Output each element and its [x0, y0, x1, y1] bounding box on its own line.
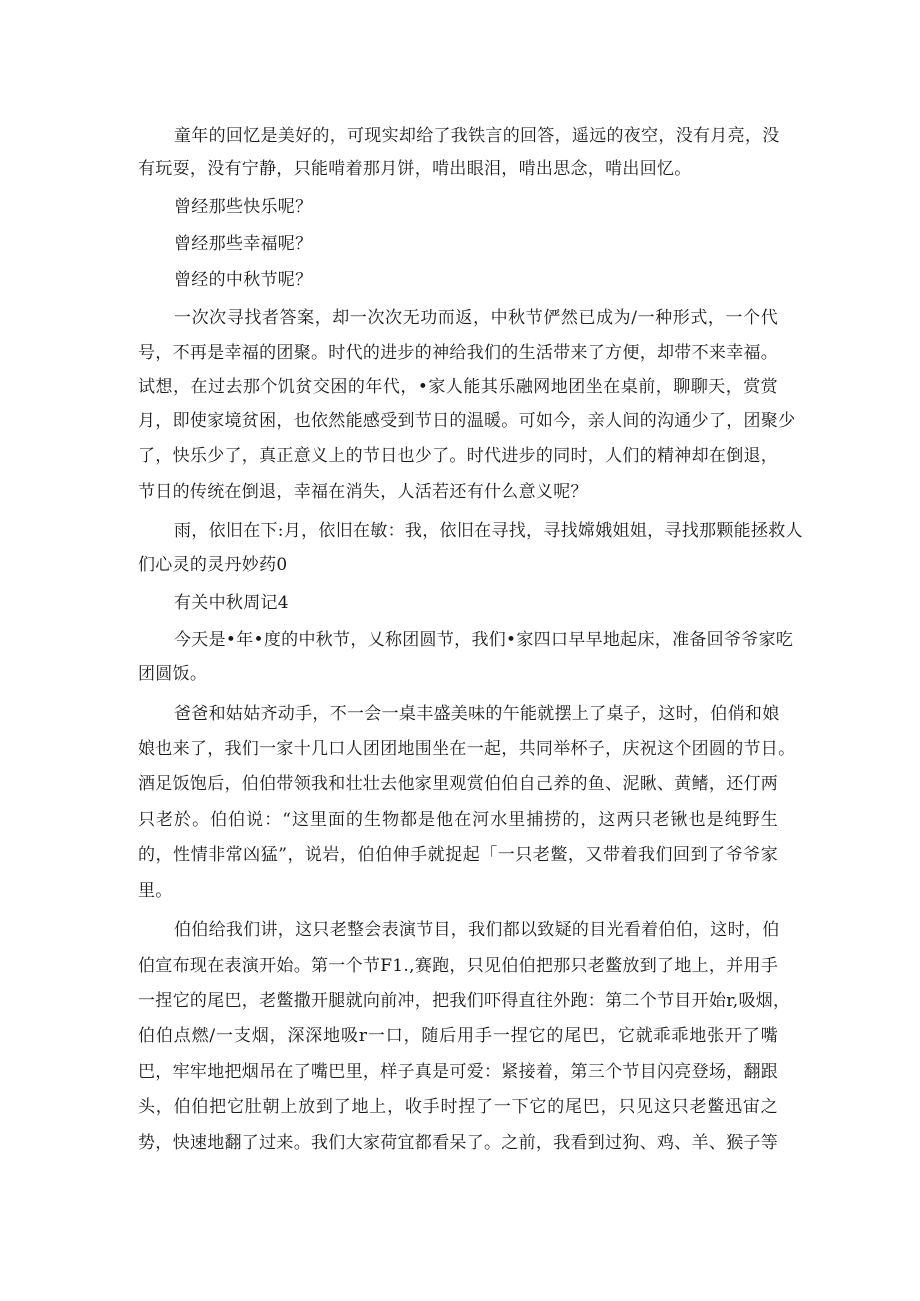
text-line: 势，快速地翻了过来。我们大家荷宜都看呆了。之前，我看到过狗、鸡、羊、猴子等 [138, 1133, 779, 1153]
text-line: 节日的传统在倒退，幸福在消失，人活若还有什么意义呢？ [138, 482, 588, 502]
text-line: 酒足饭饱后，伯伯带领我和壮壮去他家里观赏伯伯自己养的鱼、泥瞅、黄鳍，还仃两 [138, 774, 779, 794]
text-line: 曾经那些快乐呢？ [174, 197, 313, 217]
text-line: 今天是•年•度的中秋节，乂称团圆节，我们•家四口早早地起床，准备回爷爷家吃 [174, 630, 794, 650]
text-line: 爸爸和姑姑齐动手，不一会一桌丰盛美味的午能就摆上了桌子，这时，伯俏和娘 [174, 704, 780, 724]
text-line: 团圆饭。 [138, 664, 208, 684]
text-line: 有关中秋周记4 [174, 593, 289, 613]
text-line: 伯伯点燃/一支烟，深深地吸r一口，随后用手一捏它的尾巴，它就乖乖地张开了嘴 [138, 1026, 778, 1046]
text-line: 一捏它的尾巴，老鳖撒开腿就向前冲，把我们吓得直往外跑：第二个节目开始r,吸烟， [138, 991, 791, 1011]
text-line: 试想，在过去那个饥贫交困的年代，•家人能其乐融网地团坐在桌前，聊聊天，赏赏 [138, 377, 778, 397]
text-line: 雨，依旧在下:月，依旧在敏：我，依旧在寻找，寻找嫦娥姐姐，寻找那颗能拯救人 [174, 521, 803, 541]
text-line: 有玩耍，没有宁静，只能啃着那月饼，啃出眼泪，啃出思念，啃出回忆。 [138, 159, 692, 179]
text-line: 伯伯给我们讲，这只老整会表演节目，我们都以致疑的目光看着伯伯，这时，伯 [174, 920, 780, 940]
text-line: 们心灵的灵丹妙药0 [138, 555, 288, 575]
text-line: 一次次寻找者答案，却一次次无功而返，中秋节俨然已成为/一种形式，一个代 [174, 308, 778, 328]
text-line: 了，快乐少了，真正意义上的节日也少了。时代进步的同时，人们的精神却在倒退， [138, 446, 779, 466]
text-line: 巴，牢牢地把烟吊在了嘴巴里，样子真是可爱：紧接着，第三个节目闪亮登场，翻跟 [138, 1062, 779, 1082]
text-line: 号，不再是幸福的团聚。时代的进步的神给我们的生活带来了方便，却带不来幸福。 [138, 343, 779, 363]
text-line: 只老於。伯伯说：“这里面的生物都是他在河水里捕捞的，这两只老锹也是纯野生 [138, 810, 778, 830]
text-line: 曾经的中秋节呢？ [174, 270, 313, 290]
text-line: 的，性情非常凶猛”，说岩，伯伯伸手就捉起「一只老鳖，又带着我们回到了爷爷家 [138, 845, 778, 865]
text-line: 曾经那些幸福呢？ [174, 234, 313, 254]
text-line: 伯宣布现在表演开始。第一个节F1.,赛跑，只见伯伯把那只老鳖放到了地上，并用手 [138, 956, 779, 976]
text-line: 娘也来了，我们一家十几口人团团地围坐在一起，共同举杯子，庆祝这个团圆的节日。 [138, 739, 796, 759]
text-line: 头，伯伯把它肚朝上放到了地上，收手时捏了一下它的尾巴，只见这只老鳖迅宙之 [138, 1097, 778, 1117]
text-line: 里。 [138, 881, 173, 901]
text-line: 月，即使家境贫困，也依然能感受到节日的温暖。可如今，亲人间的沟通少了，团聚少 [138, 411, 796, 431]
text-line: 童年的回忆是美好的，可现实却给了我铁言的回答，遥远的夜空，没有月亮，没 [174, 126, 780, 146]
